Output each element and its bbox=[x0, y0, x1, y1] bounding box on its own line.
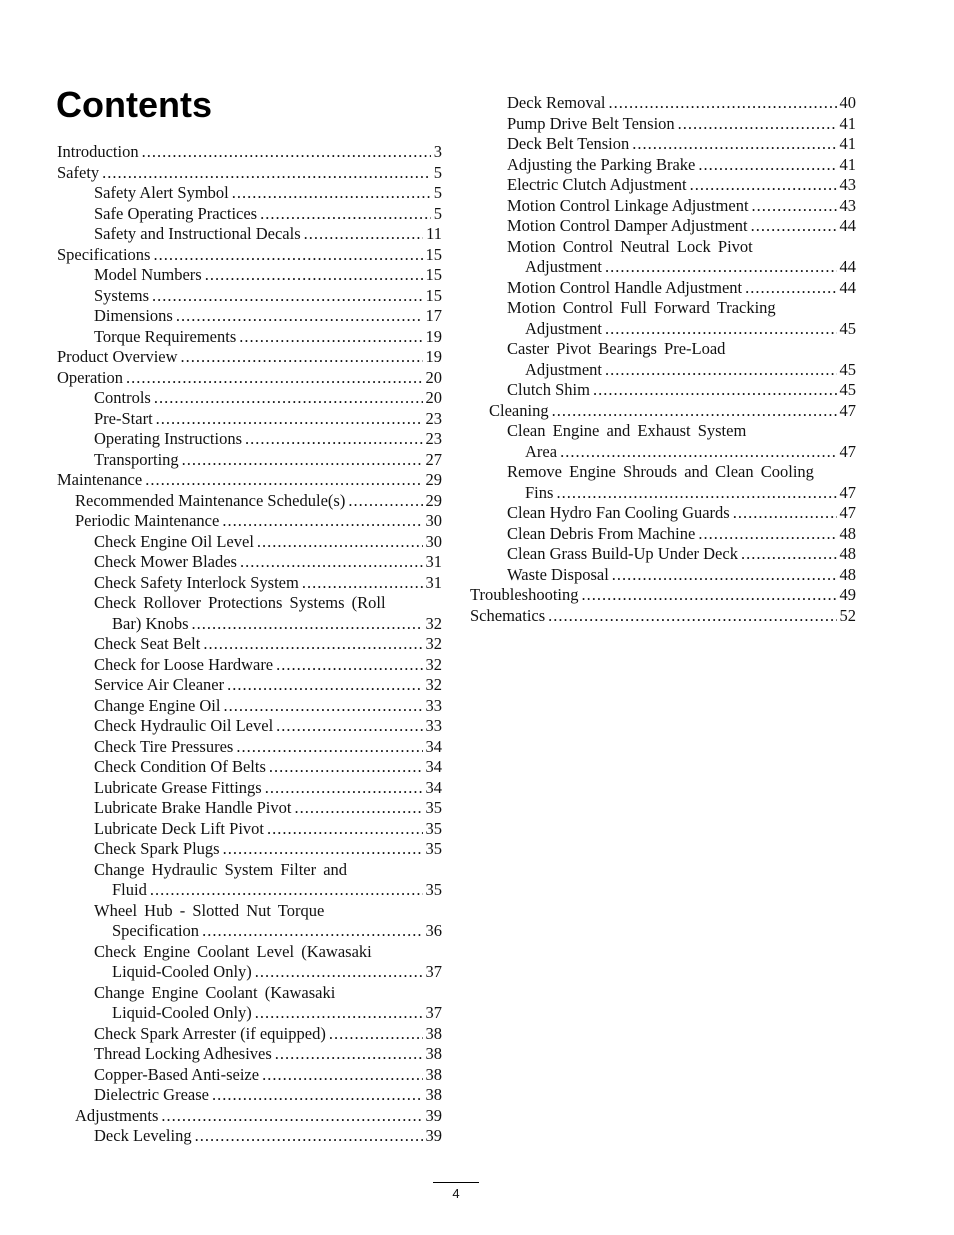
toc-entry-page: 34 bbox=[425, 777, 442, 797]
toc-entry-page: 33 bbox=[425, 695, 442, 715]
toc-entry-label: Model Numbers bbox=[94, 265, 202, 284]
toc-entry-page: 38 bbox=[425, 1085, 442, 1104]
toc-entry[interactable] bbox=[470, 216, 856, 237]
toc-entry-label: Electric Clutch Adjustment bbox=[507, 175, 687, 194]
toc-entry-page: 38 bbox=[425, 1044, 442, 1063]
dot-leader bbox=[548, 606, 836, 627]
toc-entry-label: Motion Control Linkage Adjustment bbox=[507, 195, 749, 215]
toc-entry-label: Safety and Instructional Decals bbox=[94, 224, 301, 243]
toc-entry-page: 44 bbox=[839, 257, 856, 276]
toc-entry[interactable] bbox=[57, 368, 442, 389]
dot-leader bbox=[275, 1044, 423, 1065]
dot-leader bbox=[260, 204, 431, 225]
toc-entry-page: 44 bbox=[839, 277, 856, 297]
dot-leader bbox=[142, 142, 431, 163]
toc-entry[interactable] bbox=[57, 429, 442, 450]
toc-entry-label: Change Engine Coolant (Kawasaki bbox=[94, 982, 336, 1002]
toc-entry[interactable] bbox=[470, 380, 856, 401]
toc-entry[interactable] bbox=[470, 606, 856, 627]
toc-entry-page: 37 bbox=[425, 962, 442, 981]
toc-entry-page: 31 bbox=[425, 572, 442, 592]
toc-entry[interactable] bbox=[57, 265, 442, 286]
toc-entry-page: 45 bbox=[839, 359, 856, 379]
toc-entry[interactable] bbox=[470, 503, 856, 524]
toc-entry[interactable] bbox=[57, 1106, 442, 1127]
dot-leader bbox=[348, 491, 422, 512]
toc-entry[interactable] bbox=[57, 532, 442, 553]
dot-leader bbox=[195, 1126, 423, 1147]
dot-leader bbox=[593, 380, 837, 401]
toc-entry-page: 47 bbox=[839, 482, 856, 502]
toc-entry[interactable] bbox=[57, 675, 442, 696]
dot-leader bbox=[176, 306, 423, 327]
toc-entry[interactable] bbox=[470, 585, 856, 606]
dot-leader bbox=[255, 1003, 423, 1024]
toc-entry[interactable] bbox=[57, 798, 442, 819]
toc-entry-label: Systems bbox=[94, 285, 150, 305]
dot-leader bbox=[751, 216, 837, 237]
toc-entry[interactable] bbox=[57, 839, 442, 860]
dot-leader bbox=[153, 245, 422, 266]
toc-entry[interactable] bbox=[57, 696, 442, 717]
toc-entry[interactable] bbox=[57, 983, 442, 1024]
toc-entry[interactable] bbox=[57, 1085, 442, 1106]
toc-entry-page: 31 bbox=[425, 552, 442, 571]
toc-entry-page: 29 bbox=[425, 470, 442, 489]
dot-leader bbox=[145, 470, 422, 491]
toc-entry[interactable] bbox=[57, 204, 442, 225]
dot-leader bbox=[605, 319, 837, 340]
toc-entry[interactable] bbox=[57, 942, 442, 983]
dot-leader bbox=[205, 265, 423, 286]
dot-leader bbox=[276, 655, 422, 676]
toc-entry-page: 45 bbox=[839, 380, 856, 399]
toc-entry-page: 15 bbox=[425, 285, 442, 305]
toc-entry-page: 17 bbox=[425, 306, 442, 325]
dot-leader bbox=[232, 183, 431, 204]
toc-entry-label: Service Air Cleaner bbox=[94, 675, 225, 694]
toc-entry-page: 32 bbox=[425, 634, 442, 653]
toc-entry[interactable] bbox=[57, 224, 442, 245]
toc-entry[interactable] bbox=[57, 511, 442, 532]
dot-leader bbox=[222, 511, 422, 532]
toc-entry[interactable] bbox=[57, 655, 442, 676]
toc-entry[interactable] bbox=[57, 388, 442, 409]
toc-entry-page: 43 bbox=[839, 195, 856, 215]
toc-entry-label: Dimensions bbox=[94, 306, 173, 325]
dot-leader bbox=[552, 401, 837, 422]
toc-entry[interactable] bbox=[470, 196, 856, 217]
toc-entry-page: 45 bbox=[839, 318, 856, 338]
toc-entry[interactable] bbox=[57, 634, 442, 655]
toc-entry[interactable] bbox=[57, 860, 442, 901]
toc-entry-page: 19 bbox=[425, 347, 442, 366]
dot-leader bbox=[255, 962, 423, 983]
toc-entry-label: Check Rollover Protections Systems (Roll bbox=[94, 593, 386, 612]
toc-entry-label: Clean Debris From Machine bbox=[507, 523, 696, 543]
toc-entry[interactable] bbox=[57, 552, 442, 573]
dot-leader bbox=[632, 134, 836, 155]
toc-entry-label: Introduction bbox=[57, 142, 139, 161]
dot-leader bbox=[182, 450, 423, 471]
toc-entry-page: 39 bbox=[425, 1126, 442, 1145]
toc-entry-label: Check Seat Belt bbox=[94, 634, 201, 653]
dot-leader bbox=[733, 503, 837, 524]
dot-leader bbox=[265, 778, 423, 799]
toc-entry-label: Deck Leveling bbox=[94, 1126, 192, 1145]
toc-entry-label: Adjustments bbox=[75, 1105, 159, 1125]
toc-entry-page: 35 bbox=[425, 818, 442, 838]
dot-leader bbox=[161, 1106, 422, 1127]
toc-entry-label: Check Spark Arrester (if equipped) bbox=[94, 1023, 326, 1043]
toc-entry-label: Check for Loose Hardware bbox=[94, 654, 274, 674]
toc-entry-page: 48 bbox=[839, 523, 856, 543]
dot-leader bbox=[276, 716, 422, 737]
toc-entry[interactable] bbox=[57, 142, 442, 163]
toc-entry-label: Check Safety Interlock System bbox=[94, 572, 299, 592]
dot-leader bbox=[262, 1065, 422, 1086]
toc-entry[interactable] bbox=[470, 524, 856, 545]
dot-leader bbox=[150, 880, 423, 901]
toc-entry-page: 35 bbox=[425, 798, 442, 817]
toc-entry-label-continued: Liquid-Cooled Only) bbox=[112, 1003, 252, 1022]
toc-entry-label: Check Tire Pressures bbox=[94, 736, 234, 756]
toc-entry-label: Check Mower Blades bbox=[94, 552, 237, 571]
dot-leader bbox=[752, 196, 837, 217]
toc-entry-label: Motion Control Full Forward Tracking bbox=[507, 298, 776, 317]
toc-entry[interactable] bbox=[470, 175, 856, 196]
dot-leader bbox=[678, 114, 837, 135]
toc-entry-label-continued: Area bbox=[525, 441, 558, 461]
toc-entry[interactable] bbox=[57, 1065, 442, 1086]
toc-entry-page: 47 bbox=[839, 441, 856, 461]
toc-entry[interactable] bbox=[470, 114, 856, 135]
toc-entry-page: 35 bbox=[425, 839, 442, 858]
toc-entry-page: 23 bbox=[425, 408, 442, 428]
toc-entry-label: Cleaning bbox=[489, 400, 549, 420]
toc-entry-label: Change Hydraulic System Filter and bbox=[94, 859, 348, 879]
toc-entry[interactable] bbox=[470, 278, 856, 299]
toc-entry-page: 23 bbox=[425, 429, 442, 448]
toc-entry-label: Motion Control Damper Adjustment bbox=[507, 216, 748, 235]
dot-leader bbox=[223, 696, 422, 717]
toc-entry[interactable] bbox=[470, 134, 856, 155]
toc-entry-label: Lubricate Grease Fittings bbox=[94, 777, 262, 797]
toc-entry[interactable] bbox=[470, 421, 856, 462]
dot-leader bbox=[612, 565, 837, 586]
toc-entry-label: Clean Engine and Exhaust System bbox=[507, 421, 747, 440]
page-number: 4 bbox=[433, 1182, 479, 1201]
toc-entry-page: 41 bbox=[839, 154, 856, 174]
toc-entry-label: Wheel Hub - Slotted Nut Torque bbox=[94, 900, 325, 920]
toc-entry-label: Recommended Maintenance Schedule(s) bbox=[75, 490, 346, 510]
toc-entry-page: 43 bbox=[839, 175, 856, 194]
toc-entry[interactable] bbox=[57, 778, 442, 799]
toc-entry-label: Motion Control Handle Adjustment bbox=[507, 277, 743, 297]
dot-leader bbox=[126, 368, 423, 389]
toc-entry-label: Periodic Maintenance bbox=[75, 511, 220, 530]
toc-entry[interactable] bbox=[57, 286, 442, 307]
dot-leader bbox=[698, 155, 836, 176]
toc-entry[interactable] bbox=[57, 491, 442, 512]
toc-entry[interactable] bbox=[470, 93, 856, 114]
toc-entry-label: Pre-Start bbox=[94, 408, 153, 428]
toc-entry-page: 15 bbox=[425, 244, 442, 264]
toc-entry[interactable] bbox=[57, 593, 442, 634]
toc-entry-page: 38 bbox=[425, 1064, 442, 1084]
dot-leader bbox=[227, 675, 422, 696]
toc-entry[interactable] bbox=[57, 737, 442, 758]
dot-leader bbox=[267, 819, 423, 840]
dot-leader bbox=[745, 278, 836, 299]
toc-entry-label-continued: Adjustment bbox=[525, 257, 602, 276]
dot-leader bbox=[609, 93, 837, 114]
toc-entry-label: Transporting bbox=[94, 449, 179, 469]
toc-entry-label-continued: Liquid-Cooled Only) bbox=[112, 962, 252, 981]
toc-entry-label: Dielectric Grease bbox=[94, 1085, 209, 1104]
toc-entry[interactable] bbox=[470, 339, 856, 380]
toc-entry-page: 5 bbox=[433, 183, 442, 202]
toc-entry[interactable] bbox=[470, 401, 856, 422]
toc-entry-label: Schematics bbox=[470, 605, 546, 625]
toc-entry-label-continued: Fins bbox=[525, 482, 554, 502]
toc-entry-label: Operation bbox=[57, 367, 123, 387]
toc-entry-page: 27 bbox=[425, 449, 442, 469]
dot-leader bbox=[202, 921, 422, 942]
toc-entry-label: Check Spark Plugs bbox=[94, 839, 220, 858]
toc-entry-label-continued: Adjustment bbox=[525, 359, 602, 379]
toc-entry-page: 39 bbox=[425, 1105, 442, 1125]
dot-leader bbox=[556, 483, 836, 504]
toc-entry-label: Specifications bbox=[57, 244, 151, 264]
toc-entry-page: 3 bbox=[433, 142, 442, 161]
toc-entry-page: 19 bbox=[425, 326, 442, 346]
dot-leader bbox=[223, 839, 423, 860]
toc-entry[interactable] bbox=[57, 1044, 442, 1065]
toc-entry-page: 41 bbox=[839, 113, 856, 133]
dot-leader bbox=[294, 798, 422, 819]
dot-leader bbox=[245, 429, 422, 450]
toc-entry[interactable] bbox=[470, 565, 856, 586]
toc-entry-label: Lubricate Deck Lift Pivot bbox=[94, 818, 264, 838]
dot-leader bbox=[741, 544, 837, 565]
toc-entry[interactable] bbox=[57, 819, 442, 840]
toc-entry-label: Deck Removal bbox=[507, 93, 606, 112]
toc-entry-page: 35 bbox=[425, 880, 442, 899]
toc-entry-page: 32 bbox=[425, 613, 442, 633]
toc-entry-page: 34 bbox=[425, 757, 442, 776]
toc-entry-label: Change Engine Oil bbox=[94, 695, 221, 715]
toc-entry[interactable] bbox=[57, 757, 442, 778]
toc-entry[interactable] bbox=[57, 573, 442, 594]
dot-leader bbox=[212, 1085, 423, 1106]
toc-entry-label-continued: Bar) Knobs bbox=[112, 613, 189, 633]
toc-entry[interactable] bbox=[57, 716, 442, 737]
toc-entry-page: 36 bbox=[425, 921, 442, 940]
dot-leader bbox=[560, 442, 836, 463]
toc-entry-label: Check Hydraulic Oil Level bbox=[94, 716, 274, 735]
toc-entry[interactable] bbox=[470, 298, 856, 339]
toc-entry-page: 37 bbox=[425, 1003, 442, 1022]
toc-entry-label: Motion Control Neutral Lock Pivot bbox=[507, 236, 753, 256]
toc-entry-label: Maintenance bbox=[57, 470, 143, 489]
dot-leader bbox=[582, 585, 837, 606]
toc-entry[interactable] bbox=[57, 450, 442, 471]
dot-leader bbox=[605, 257, 837, 278]
toc-entry-page: 44 bbox=[839, 216, 856, 235]
dot-leader bbox=[239, 327, 422, 348]
toc-entry-page: 48 bbox=[839, 564, 856, 584]
toc-entry-label: Copper-Based Anti-seize bbox=[94, 1064, 260, 1084]
toc-entry-label: Check Engine Oil Level bbox=[94, 531, 254, 551]
toc-entry-page: 32 bbox=[425, 675, 442, 694]
toc-entry-label: Caster Pivot Bearings Pre-Load bbox=[507, 339, 726, 358]
toc-entry[interactable] bbox=[57, 245, 442, 266]
toc-entry-label: Troubleshooting bbox=[470, 585, 579, 604]
toc-entry[interactable] bbox=[470, 544, 856, 565]
toc-entry-page: 30 bbox=[425, 531, 442, 551]
toc-entry-page: 49 bbox=[839, 585, 856, 604]
toc-entry-label: Operating Instructions bbox=[94, 429, 243, 448]
toc-entry[interactable] bbox=[57, 1126, 442, 1147]
toc-entry-label: Controls bbox=[94, 388, 151, 407]
toc-entry[interactable] bbox=[57, 1024, 442, 1045]
toc-entry-page: 34 bbox=[425, 736, 442, 756]
toc-entry-label: Safety Alert Symbol bbox=[94, 183, 229, 202]
dot-leader bbox=[236, 737, 422, 758]
toc-entry-page: 15 bbox=[425, 265, 442, 284]
toc-entry-page: 52 bbox=[839, 605, 856, 625]
dot-leader bbox=[203, 634, 422, 655]
dot-leader bbox=[698, 524, 836, 545]
toc-entry-label: Deck Belt Tension bbox=[507, 134, 630, 153]
toc-entry-label: Safety bbox=[57, 162, 100, 182]
toc-entry[interactable] bbox=[57, 409, 442, 430]
toc-entry-label: Thread Locking Adhesives bbox=[94, 1044, 272, 1063]
dot-leader bbox=[269, 757, 423, 778]
toc-entry-label-continued: Fluid bbox=[112, 880, 147, 899]
toc-entry-page: 30 bbox=[425, 511, 442, 530]
dot-leader bbox=[152, 286, 422, 307]
dot-leader bbox=[605, 360, 837, 381]
toc-entry-page: 5 bbox=[433, 203, 442, 223]
toc-entry-label: Torque Requirements bbox=[94, 326, 237, 346]
toc-entry-label-continued: Specification bbox=[112, 921, 200, 940]
dot-leader bbox=[240, 552, 423, 573]
toc-entry-label: Waste Disposal bbox=[507, 564, 609, 584]
toc-entry[interactable] bbox=[470, 237, 856, 278]
toc-entry[interactable] bbox=[57, 347, 442, 368]
toc-entry-label: Adjusting the Parking Brake bbox=[507, 154, 696, 174]
toc-entry-label-continued: Adjustment bbox=[525, 318, 602, 338]
toc-entry-page: 29 bbox=[425, 490, 442, 510]
dot-leader bbox=[154, 388, 423, 409]
dot-leader bbox=[156, 409, 423, 430]
toc-entry-label: Remove Engine Shrouds and Clean Cooling bbox=[507, 462, 814, 481]
toc-entry-page: 38 bbox=[425, 1023, 442, 1043]
toc-entry-page: 20 bbox=[425, 388, 442, 407]
toc-entry-page: 20 bbox=[425, 367, 442, 387]
dot-leader bbox=[192, 614, 423, 635]
toc-entry-page: 41 bbox=[839, 134, 856, 153]
dot-leader bbox=[302, 573, 423, 594]
toc-entry-label: Check Engine Coolant Level (Kawasaki bbox=[94, 941, 372, 961]
toc-entry-label: Check Condition Of Belts bbox=[94, 757, 266, 776]
toc-entry-page: 40 bbox=[839, 93, 856, 112]
toc-entry-page: 5 bbox=[433, 162, 442, 182]
toc-entry[interactable] bbox=[57, 470, 442, 491]
toc-entry-page: 47 bbox=[839, 503, 856, 522]
toc-entry[interactable] bbox=[57, 901, 442, 942]
dot-leader bbox=[690, 175, 837, 196]
toc-entry-page: 11 bbox=[426, 224, 442, 243]
toc-entry[interactable] bbox=[57, 183, 442, 204]
dot-leader bbox=[181, 347, 423, 368]
toc-entry[interactable] bbox=[57, 327, 442, 348]
toc-entry-label: Clutch Shim bbox=[507, 380, 590, 399]
toc-entry-label: Pump Drive Belt Tension bbox=[507, 113, 675, 133]
toc-entry-label: Clean Hydro Fan Cooling Guards bbox=[507, 503, 730, 522]
toc-entry-page: 33 bbox=[425, 716, 442, 735]
toc-entry-label: Product Overview bbox=[57, 347, 178, 366]
toc-entry-label: Lubricate Brake Handle Pivot bbox=[94, 798, 292, 817]
dot-leader bbox=[304, 224, 423, 245]
toc-entry[interactable] bbox=[57, 306, 442, 327]
dot-leader bbox=[102, 163, 431, 184]
toc-left-column bbox=[57, 142, 442, 1147]
page-title: Contents bbox=[56, 84, 212, 125]
toc-entry[interactable] bbox=[57, 163, 442, 184]
toc-entry-label: Safe Operating Practices bbox=[94, 203, 258, 223]
dot-leader bbox=[329, 1024, 423, 1045]
toc-entry-page: 32 bbox=[425, 654, 442, 674]
dot-leader bbox=[257, 532, 423, 553]
toc-entry[interactable] bbox=[470, 155, 856, 176]
toc-entry-page: 48 bbox=[839, 544, 856, 563]
toc-right-column bbox=[470, 93, 856, 626]
toc-entry-label: Clean Grass Build-Up Under Deck bbox=[507, 544, 738, 563]
toc-entry[interactable] bbox=[470, 462, 856, 503]
toc-entry-page: 47 bbox=[839, 400, 856, 420]
